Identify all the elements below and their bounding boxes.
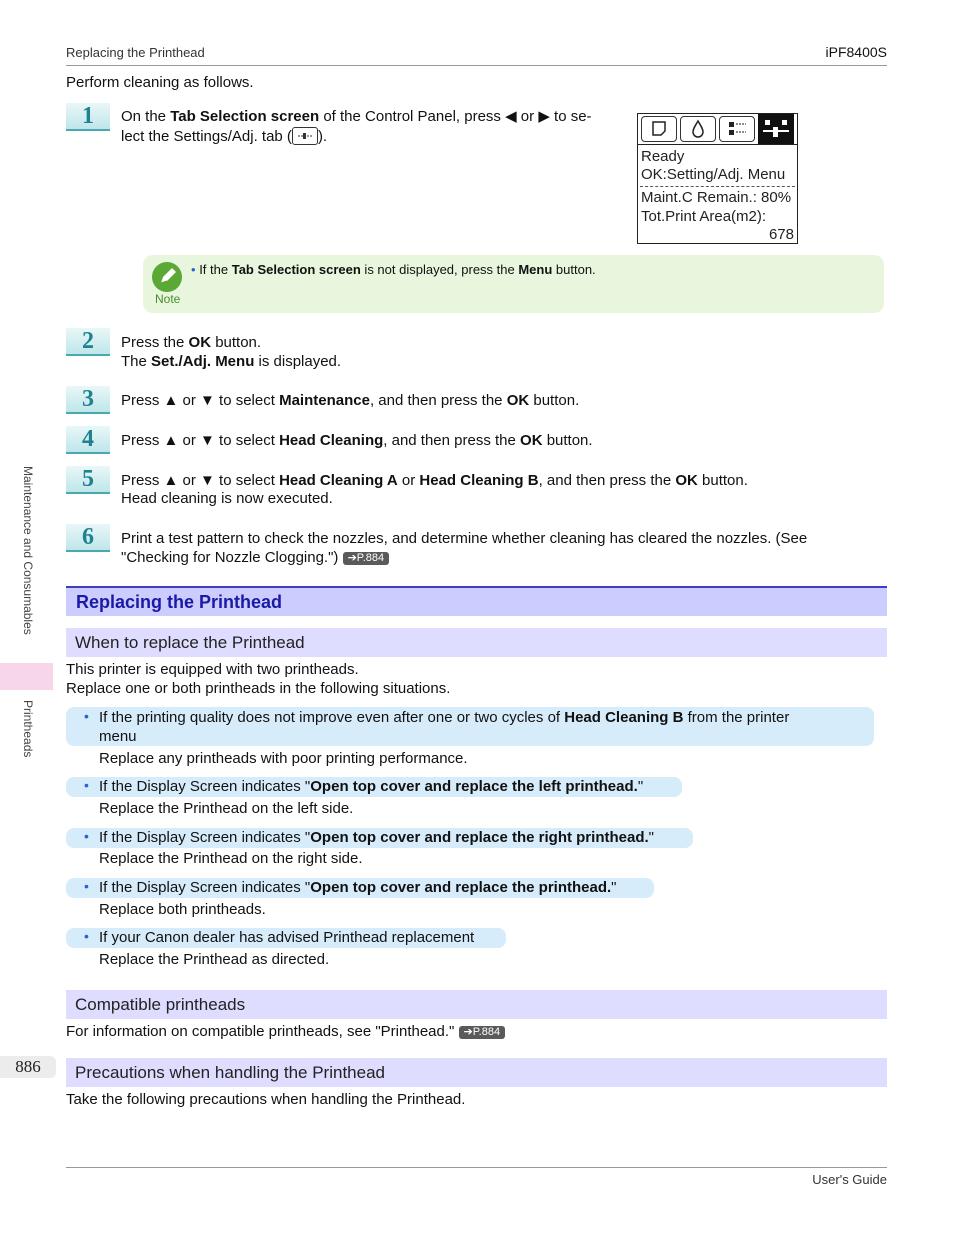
list-item-5-desc: Replace the Printhead as directed.: [99, 951, 330, 968]
page-ref-link-884[interactable]: ➔P.884: [459, 1026, 506, 1039]
bullet-icon: •: [84, 928, 89, 944]
display-line-3: Maint.C Remain.: 80%: [641, 189, 792, 206]
page-ref-link-884[interactable]: ➔P.884: [343, 552, 390, 565]
header-section-title: Replacing the Printhead: [66, 45, 205, 60]
step-1-line-2: lect the Settings/Adj. tab ( ).: [121, 128, 328, 145]
list-item-5-text: If your Canon dealer has advised Printhead replacement: [99, 929, 475, 946]
job-tab-icon: [719, 116, 755, 142]
paper-tab-icon: [641, 116, 677, 142]
list-item-2-desc: Replace the Printhead on the left side.: [99, 800, 354, 817]
step-number-4: 4: [66, 426, 110, 454]
bullet-icon: •: [84, 828, 89, 844]
step-1-line-1: On the Tab Selection screen of the Control Panel, press ◀ or ▶ to se-: [121, 108, 592, 125]
display-line-4: Tot.Print Area(m2):: [641, 208, 767, 225]
list-item-2-text: If the Display Screen indicates "Open top cover and replace the left printhead.": [99, 778, 644, 795]
display-line-2: OK:Setting/Adj. Menu: [641, 166, 786, 183]
step-3-text: Press ▲ or ▼ to select Maintenance, and then press the OK button.: [121, 392, 580, 409]
control-panel-display: [637, 113, 798, 244]
subsection-compatible-printheads: Compatible printheads: [66, 990, 887, 1019]
intro-text: Perform cleaning as follows.: [66, 74, 254, 91]
compatible-text: For information on compatible printheads, see "Printhead." ➔P.884: [66, 1022, 505, 1041]
step-5-line-1: Press ▲ or ▼ to select Head Cleaning A or Head Cleaning B, and then press the OK button.: [121, 472, 748, 489]
display-line-1: Ready: [641, 148, 685, 165]
footer-guide-title: User's Guide: [812, 1172, 887, 1187]
step-number-3: 3: [66, 386, 110, 414]
list-item-1-line-2: menu: [99, 728, 137, 745]
header-rule: [66, 65, 887, 66]
step-number-1: 1: [66, 103, 110, 131]
step-6-line-1: Print a test pattern to check the nozzles, and determine whether cleaning has cleared the nozzles. (See: [121, 530, 808, 547]
display-tab-bar: [638, 114, 797, 144]
settings-adj-tab-icon: [758, 114, 794, 145]
list-item-1-desc: Replace any printheads with poor printing performance.: [99, 750, 468, 767]
list-item-1-line-1: If the printing quality does not improve even after one or two cycles of Head Cleaning B from the printer: [99, 709, 790, 726]
list-item-3-desc: Replace the Printhead on the right side.: [99, 850, 363, 867]
list-item-4-text: If the Display Screen indicates "Open top cover and replace the printhead.": [99, 879, 617, 896]
step-4-text: Press ▲ or ▼ to select Head Cleaning, and then press the OK button.: [121, 432, 593, 449]
sidebar-section-label: Printheads: [21, 700, 35, 758]
note-pencil-icon: [152, 262, 182, 292]
bullet-icon: •: [84, 878, 89, 894]
sidebar-highlight: [0, 663, 53, 690]
when-paragraph-1: This printer is equipped with two printheads.: [66, 661, 359, 678]
note-text: • If the Tab Selection screen is not displayed, press the Menu button.: [191, 262, 596, 277]
section-title: Replacing the Printhead: [66, 586, 887, 616]
step-2-line-2: The Set./Adj. Menu is displayed.: [121, 353, 342, 370]
when-paragraph-2: Replace one or both printheads in the following situations.: [66, 680, 451, 697]
settings-tab-icon: [292, 127, 318, 145]
step-number-5: 5: [66, 466, 110, 494]
subsection-precautions: Precautions when handling the Printhead: [66, 1058, 887, 1087]
note-label: Note: [155, 292, 181, 306]
list-item-3-text: If the Display Screen indicates "Open top cover and replace the right printhead.": [99, 829, 654, 846]
display-line-5: 678: [768, 226, 794, 243]
ink-tab-icon: [680, 116, 716, 142]
step-5-line-2: Head cleaning is now executed.: [121, 490, 333, 507]
step-number-2: 2: [66, 328, 110, 356]
list-item-4-desc: Replace both printheads.: [99, 901, 266, 918]
precautions-text: Take the following precautions when handling the Printhead.: [66, 1091, 466, 1108]
header-model: iPF8400S: [825, 44, 887, 60]
left-arrow-icon: ◀: [505, 108, 517, 125]
bullet-icon: •: [84, 708, 89, 724]
page-number: 886: [0, 1056, 56, 1078]
step-number-6: 6: [66, 524, 110, 552]
footer-rule: [66, 1167, 887, 1168]
right-arrow-icon: ▶: [538, 108, 550, 125]
subsection-when-to-replace: When to replace the Printhead: [66, 628, 887, 657]
bullet-icon: •: [84, 777, 89, 793]
sidebar-chapter-label: Maintenance and Consumables: [21, 466, 35, 635]
step-6-line-2: "Checking for Nozzle Clogging.") ➔P.884: [121, 548, 389, 567]
step-2-line-1: Press the OK button.: [121, 334, 262, 351]
